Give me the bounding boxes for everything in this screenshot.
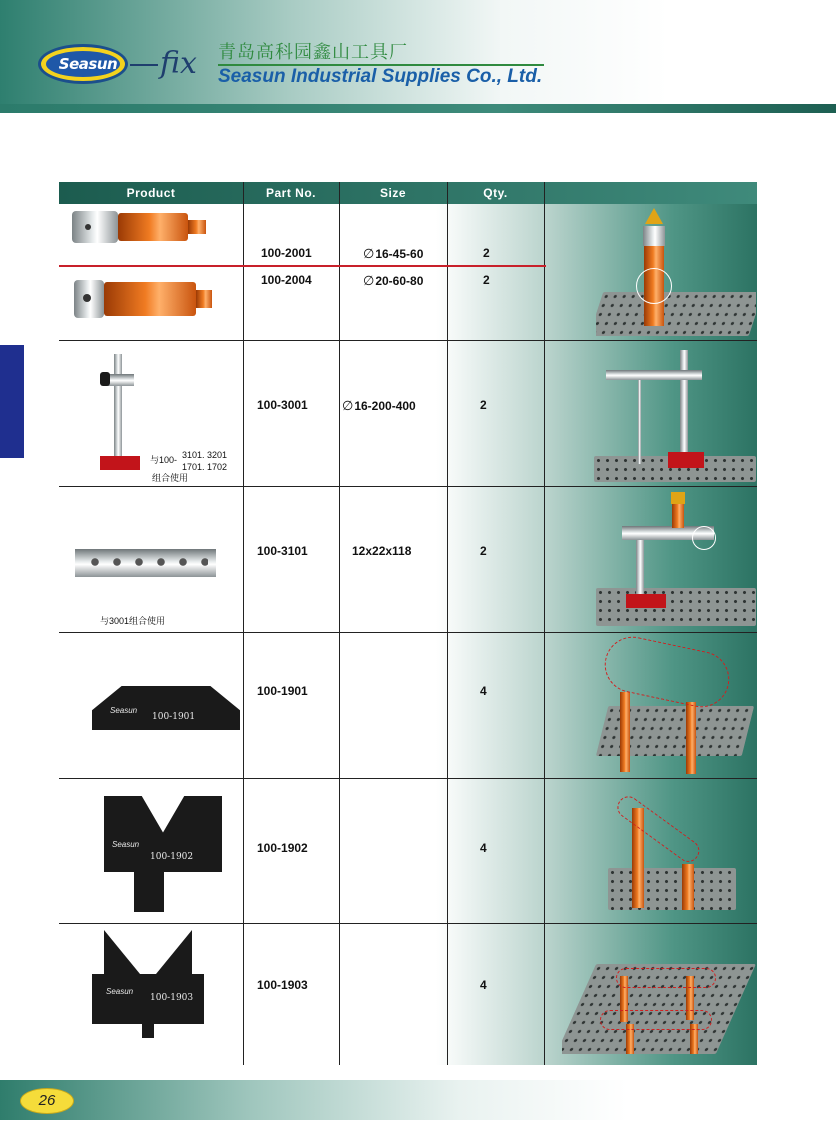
row-divider (59, 778, 757, 779)
row-divider (59, 923, 757, 924)
product-photo-support (596, 206, 756, 338)
product-photo-height-gauge (594, 344, 756, 484)
part-number: 100-3101 (257, 544, 308, 558)
stamp-part-number: 100-1903 (150, 993, 194, 1003)
clamp-knob (100, 372, 110, 386)
fixture-plate (608, 868, 736, 910)
column-divider (544, 182, 545, 1065)
column-header-size: Size (379, 186, 406, 200)
seasun-logo (38, 44, 128, 84)
product-orange-body (104, 282, 196, 316)
header-divider-bar (0, 104, 836, 113)
usage-note-codes: 1701. 1702 (182, 462, 228, 472)
column-header-part-no: Part No. (265, 186, 316, 200)
gauge-arm (606, 370, 702, 380)
fixture-plate (596, 292, 756, 336)
size-value (363, 273, 423, 289)
workpiece-outline (600, 1010, 712, 1030)
size-text: 16-200-400 (354, 399, 416, 413)
usage-note: 与3001组合使用 (100, 616, 166, 626)
company-name-chinese: 青岛高科园鑫山工具厂 (218, 42, 408, 62)
photo-tip (671, 492, 685, 504)
quantity: 2 (483, 246, 490, 260)
size-text: 16-45-60 (375, 247, 424, 261)
product-thread (188, 220, 206, 234)
product-photo-v-block-array (562, 928, 756, 1063)
product-v-block-screw (142, 1018, 154, 1038)
logo-inner-oval (46, 51, 120, 77)
quantity: 4 (480, 978, 487, 992)
side-section-tab (0, 345, 24, 458)
quantity: 2 (480, 544, 487, 558)
row-divider (59, 340, 757, 341)
company-name-english: Seasun Industrial Supplies Co., Ltd. (218, 66, 543, 87)
stamp-part-number: 100-1901 (152, 712, 196, 722)
size-value: 12x22x118 (352, 544, 412, 558)
usage-note-codes: 3101. 3201 (182, 450, 228, 460)
diameter-symbol: ∅ (363, 246, 375, 261)
product-orange-body (118, 213, 188, 241)
gauge-rod (680, 350, 688, 462)
column-header-product: Product (126, 186, 176, 200)
logo-dash (130, 64, 158, 66)
part-number: 100-1901 (257, 684, 308, 698)
stamp-brand: Seasun (112, 840, 140, 849)
part-number: 100-2004 (261, 273, 312, 287)
product-rod (114, 354, 122, 464)
diameter-symbol: ∅ (342, 398, 354, 413)
product-photo-v-block-setup (596, 782, 756, 920)
column-divider (243, 182, 244, 1065)
highlight-circle (692, 526, 716, 550)
product-knob (72, 211, 118, 243)
column-header-qty: Qty. (483, 186, 508, 200)
support-right (686, 702, 696, 774)
part-number: 100-3001 (257, 398, 308, 412)
support-head (643, 226, 665, 246)
size-value (363, 246, 423, 262)
stamp-part-number: 100-1902 (150, 852, 194, 862)
product-thread (196, 290, 212, 308)
row-divider (59, 486, 757, 487)
page-number: 26 (38, 1092, 56, 1109)
product-red-base (100, 456, 140, 470)
stamp-brand: Seasun (106, 987, 134, 996)
red-row-divider (59, 265, 546, 267)
knob-screw-hole (83, 294, 91, 302)
workpiece-outline (616, 968, 716, 988)
product-photo-extension-arm (596, 490, 756, 630)
photo-red-base (626, 594, 666, 608)
table-header-row (59, 182, 757, 204)
knob-screw-hole (85, 224, 91, 230)
part-number: 100-2001 (261, 246, 312, 260)
usage-note-prefix: 与100- (150, 455, 178, 465)
column-divider (447, 182, 448, 1065)
diameter-symbol: ∅ (363, 273, 375, 288)
bar-holes (84, 558, 208, 566)
page-footer (0, 1080, 836, 1120)
gauge-pointer (638, 380, 641, 464)
support-left (620, 692, 630, 772)
size-value (342, 398, 416, 414)
logo-fix-text: fix (160, 46, 197, 81)
logo-text: Seasun (58, 55, 118, 73)
product-v-block-stem (134, 870, 164, 912)
quantity: 2 (483, 273, 490, 287)
part-number: 100-1902 (257, 841, 308, 855)
quantity: 2 (480, 398, 487, 412)
cone-tip (645, 208, 663, 224)
stamp-brand: Seasun (110, 706, 138, 715)
usage-note-suffix: 组合使用 (152, 473, 189, 483)
part-number: 100-1903 (257, 978, 308, 992)
gauge-red-base (668, 452, 704, 468)
product-photo-v-supports (594, 636, 756, 776)
support-short (682, 864, 694, 910)
row-divider (59, 632, 757, 633)
quantity: 4 (480, 684, 487, 698)
size-text: 20-60-80 (375, 274, 424, 288)
column-divider (339, 182, 340, 1065)
quantity: 4 (480, 841, 487, 855)
highlight-circle (636, 268, 672, 304)
photo-support (672, 504, 684, 528)
fixture-plate (596, 588, 756, 626)
workpiece-outline (613, 792, 704, 866)
